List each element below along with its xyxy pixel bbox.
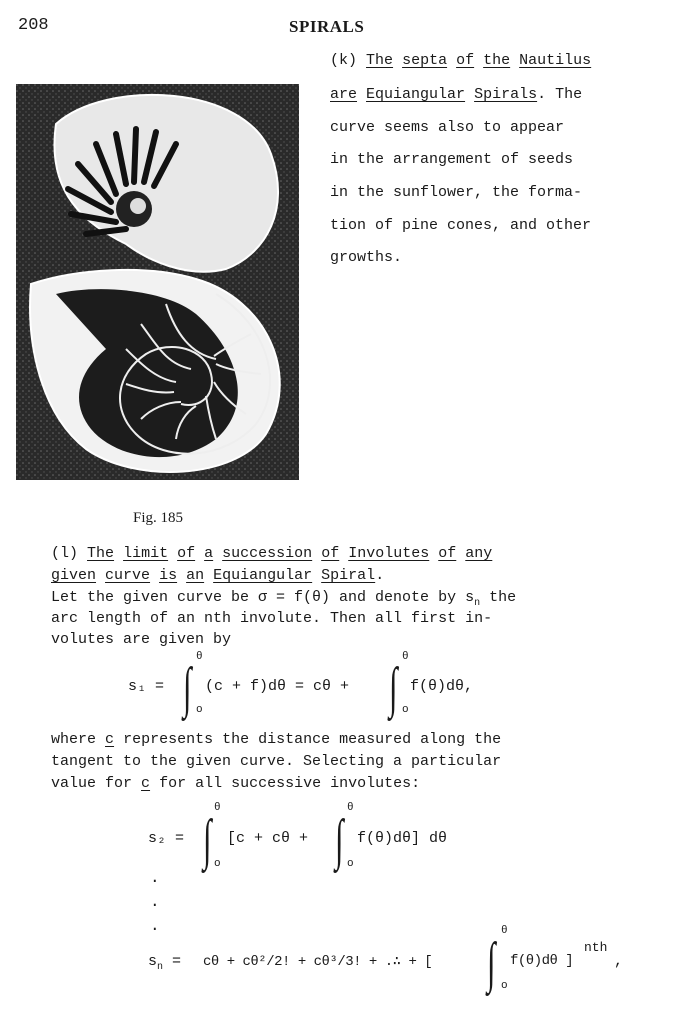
eq3-lhs	[148, 953, 181, 973]
word: The	[87, 545, 115, 562]
section-l-title-line-1	[51, 545, 492, 562]
nautilus-photo	[16, 84, 299, 480]
word: curve	[105, 567, 151, 584]
word: of	[177, 545, 196, 562]
eq1-body: (c + f)dθ = cθ +	[205, 678, 350, 695]
word: of	[438, 545, 457, 562]
eq1-lhs: s₁ =	[128, 678, 165, 695]
lower-limit: o	[214, 858, 221, 870]
upper-limit: θ	[214, 802, 221, 814]
section-k-line: in the arrangement of seeds	[330, 151, 574, 168]
text: represents the distance measured along the	[123, 731, 502, 748]
section-l-label: (l)	[51, 545, 79, 562]
word: Spiral	[321, 567, 376, 584]
text: where	[51, 731, 97, 748]
eq2-body-2: f(θ)dθ] dθ	[357, 830, 448, 847]
text: the	[489, 589, 517, 606]
section-k-line-1	[330, 52, 591, 69]
upper-limit: θ	[501, 925, 508, 937]
text: value for	[51, 775, 133, 792]
section-k-label: (k)	[330, 52, 358, 69]
upper-limit: θ	[402, 651, 409, 663]
lower-limit: o	[501, 980, 508, 992]
text: s	[148, 953, 158, 970]
ellipsis-dot: ·	[150, 872, 160, 890]
section-k-line: tion of pine cones, and other	[330, 217, 592, 234]
section-k-line: curve seems also to appear	[330, 119, 565, 136]
lower-limit: o	[196, 704, 203, 716]
word: septa	[402, 52, 448, 69]
text: c	[141, 775, 151, 792]
section-k-line: growths.	[330, 249, 403, 266]
text: c	[105, 731, 115, 748]
word: Nautilus	[519, 52, 592, 69]
word: Involutes	[348, 545, 430, 562]
word: . The	[537, 86, 583, 103]
word: of	[321, 545, 340, 562]
body-line: volutes are given by	[51, 631, 232, 648]
integral-sign: ∫	[487, 932, 496, 994]
ellipsis-dot: ·	[150, 896, 160, 914]
integral-sign: ∫	[335, 809, 344, 871]
subscript: n	[474, 598, 481, 609]
word: succession	[222, 545, 313, 562]
lower-limit: o	[402, 704, 409, 716]
integral-sign: ∫	[203, 809, 212, 871]
word: of	[456, 52, 475, 69]
lower-limit: o	[347, 858, 354, 870]
word: The	[366, 52, 394, 69]
body-line	[51, 775, 420, 792]
upper-limit: θ	[196, 651, 203, 663]
upper-limit: θ	[347, 802, 354, 814]
subscript: n	[157, 962, 164, 973]
integral-sign: ∫	[389, 657, 398, 719]
body-line	[51, 589, 516, 609]
word: an	[186, 567, 205, 584]
section-l-title-line-2	[51, 567, 384, 584]
word: Equiangular	[213, 567, 313, 584]
ellipsis-dot: ·	[150, 920, 160, 938]
text: s	[465, 589, 475, 606]
text: Let the given curve be σ = f(θ) and denote by	[51, 589, 457, 606]
text: for all successive involutes:	[159, 775, 421, 792]
page-number: 208	[18, 16, 49, 35]
section-k-line-2	[330, 86, 582, 103]
word: .	[375, 567, 385, 584]
word: limit	[123, 545, 169, 562]
word: are	[330, 86, 358, 103]
word: the	[483, 52, 511, 69]
eq3-tail: ,	[614, 953, 624, 970]
eq1-body-2: f(θ)dθ,	[410, 678, 474, 695]
word: Spirals	[474, 86, 538, 103]
eq2-lhs: s₂ =	[148, 830, 185, 847]
word: Equiangular	[366, 86, 466, 103]
figure-caption: Fig. 185	[133, 510, 184, 526]
body-line: tangent to the given curve. Selecting a particular	[51, 753, 502, 770]
integral-sign: ∫	[183, 657, 192, 719]
eq2-body: [c + cθ +	[227, 830, 309, 847]
word: a	[204, 545, 214, 562]
body-line: arc length of an nth involute. Then all first in-	[51, 610, 493, 627]
text: =	[172, 953, 182, 970]
running-title: SPIRALS	[289, 17, 365, 36]
word: any	[465, 545, 493, 562]
word: is	[159, 567, 178, 584]
section-k-line: in the sunflower, the forma-	[330, 184, 583, 201]
word: given	[51, 567, 97, 584]
eq3-body-2: f(θ)dθ ]	[510, 953, 574, 969]
eq3-superscript: nth	[584, 940, 608, 955]
body-line	[51, 731, 501, 748]
eq3-body: cθ + cθ²/2! + cθ³/3! + .∴ + [	[203, 954, 433, 970]
